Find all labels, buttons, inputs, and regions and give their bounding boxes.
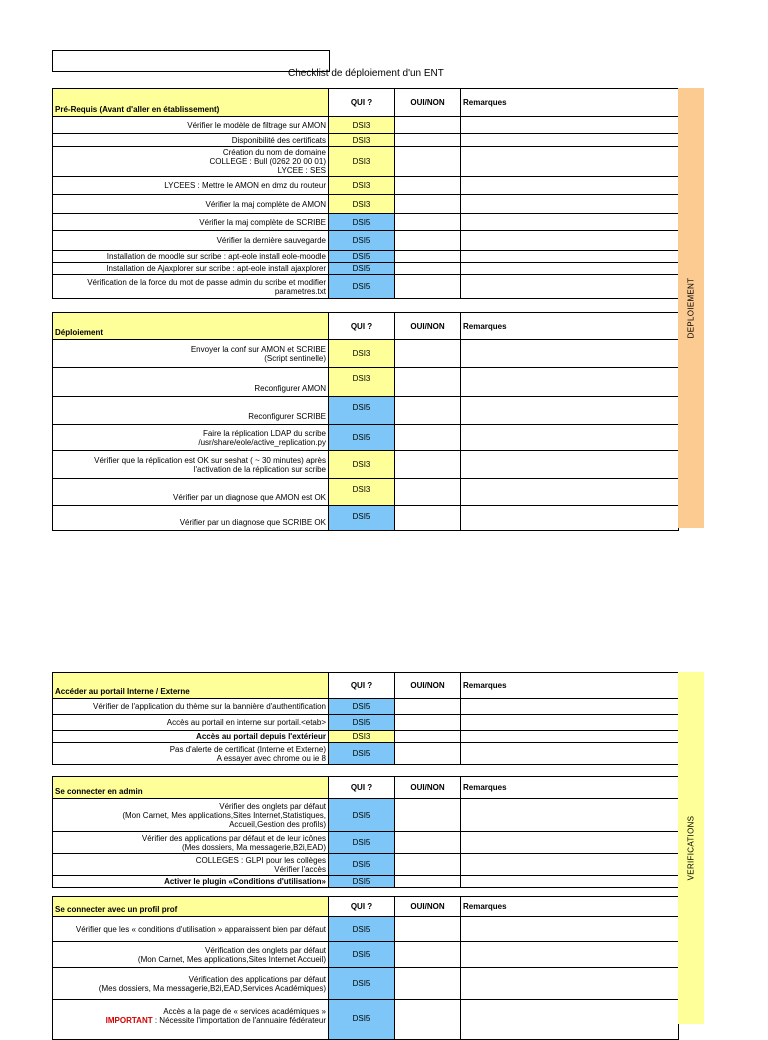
ouinon-cell[interactable]	[395, 397, 461, 425]
who-cell: DSI5	[329, 942, 395, 968]
who-cell: DSI5	[329, 876, 395, 888]
who-cell: DSI5	[329, 854, 395, 876]
task-cell: Vérifier le modèle de filtrage sur AMON	[53, 117, 329, 134]
table-header-row	[53, 897, 679, 917]
task-cell: Vérifier des onglets par défaut (Mon Carnet, Mes applications,Sites Internet,Statistiques, Accueil,Gestion des profils)	[53, 799, 329, 832]
table-row	[53, 917, 679, 942]
task-cell: Disponibilité des certificats	[53, 134, 329, 147]
deploiement-side-label: DEPLOIEMENT	[686, 277, 696, 339]
remarques-cell[interactable]	[461, 743, 679, 765]
task-cell: Vérifier que les « conditions d'utilisation » apparaissent bien par défaut	[53, 917, 329, 942]
table-row	[53, 699, 679, 715]
who-cell: DSI5	[329, 799, 395, 832]
remarques-cell[interactable]	[461, 251, 679, 263]
remarques-cell[interactable]	[461, 177, 679, 195]
col-ouinon: OUI/NON	[395, 673, 461, 699]
ouinon-cell[interactable]	[395, 917, 461, 942]
ouinon-cell[interactable]	[395, 117, 461, 134]
task-cell: Activer le plugin «Conditions d'utilisation»	[53, 876, 329, 888]
document-title: Checklist de déploiement d'un ENT	[288, 68, 444, 79]
ouinon-cell[interactable]	[395, 147, 461, 177]
table-row	[53, 451, 679, 479]
remarques-cell[interactable]	[461, 1000, 679, 1040]
remarques-cell[interactable]	[461, 715, 679, 731]
remarques-cell[interactable]	[461, 876, 679, 888]
remarques-cell[interactable]	[461, 195, 679, 214]
table-row	[53, 876, 679, 888]
who-cell: DSI5	[329, 231, 395, 251]
who-cell: DSI3	[329, 147, 395, 177]
important-text: : Nécessite l'importation de l'annuaire fédérateur	[152, 1016, 326, 1025]
ouinon-cell[interactable]	[395, 715, 461, 731]
ouinon-cell[interactable]	[395, 340, 461, 368]
who-cell: DSI5	[329, 832, 395, 854]
task-cell: Faire la réplication LDAP du scribe /usr/share/eole/active_replication.py	[53, 425, 329, 451]
task-cell: Vérifier des applications par défaut et de leur icônes (Mes dossiers, Ma messagerie,B2i,EAD)	[53, 832, 329, 854]
table-row	[53, 147, 679, 177]
who-cell: DSI5	[329, 263, 395, 275]
table-row	[53, 368, 679, 397]
ouinon-cell[interactable]	[395, 506, 461, 531]
col-remarques: Remarques	[461, 313, 679, 340]
remarques-cell[interactable]	[461, 263, 679, 275]
task-cell: Envoyer la conf sur AMON et SCRIBE (Script sentinelle)	[53, 340, 329, 368]
remarques-cell[interactable]	[461, 968, 679, 1000]
task-cell	[53, 1000, 329, 1040]
table-row	[53, 731, 679, 743]
col-ouinon: OUI/NON	[395, 777, 461, 799]
task-cell: Installation de moodle sur scribe : apt-eole install eole-moodle	[53, 251, 329, 263]
table-row	[53, 263, 679, 275]
who-cell: DSI3	[329, 479, 395, 506]
ouinon-cell[interactable]	[395, 251, 461, 263]
table-row	[53, 506, 679, 531]
who-cell: DSI5	[329, 715, 395, 731]
who-cell: DSI3	[329, 117, 395, 134]
prerequis-table	[52, 88, 679, 299]
section-title: Déploiement	[53, 313, 329, 340]
remarques-cell[interactable]	[461, 147, 679, 177]
col-qui: QUI ?	[329, 89, 395, 117]
who-cell: DSI3	[329, 177, 395, 195]
table-row	[53, 479, 679, 506]
ouinon-cell[interactable]	[395, 876, 461, 888]
task-cell: Vérifier de l'application du thème sur la bannière d'authentification	[53, 699, 329, 715]
remarques-cell[interactable]	[461, 917, 679, 942]
ouinon-cell[interactable]	[395, 799, 461, 832]
ouinon-cell[interactable]	[395, 275, 461, 299]
remarques-cell[interactable]	[461, 479, 679, 506]
table-row	[53, 134, 679, 147]
task-cell: Pas d'alerte de certificat (Interne et Externe) A essayer avec chrome ou ie 8	[53, 743, 329, 765]
who-cell: DSI5	[329, 251, 395, 263]
task-text: Accès a la page de « services académiques »	[163, 1007, 326, 1016]
remarques-cell[interactable]	[461, 832, 679, 854]
who-cell: DSI5	[329, 699, 395, 715]
table-header-row	[53, 313, 679, 340]
table-header-row	[53, 673, 679, 699]
task-cell: LYCEES : Mettre le AMON en dmz du routeur	[53, 177, 329, 195]
task-cell: Vérification des applications par défaut (Mes dossiers, Ma messagerie,B2i,EAD,Services Académiques)	[53, 968, 329, 1000]
table-row	[53, 799, 679, 832]
table-row	[53, 231, 679, 251]
remarques-cell[interactable]	[461, 699, 679, 715]
ouinon-cell[interactable]	[395, 231, 461, 251]
col-remarques: Remarques	[461, 777, 679, 799]
verifications-side-band	[678, 672, 704, 1024]
table-row	[53, 832, 679, 854]
who-cell: DSI3	[329, 731, 395, 743]
task-cell: Accès au portail depuis l'extérieur	[53, 731, 329, 743]
ouinon-cell[interactable]	[395, 854, 461, 876]
table-row	[53, 1000, 679, 1040]
important-label: IMPORTANT	[105, 1016, 153, 1025]
col-qui: QUI ?	[329, 313, 395, 340]
ouinon-cell[interactable]	[395, 177, 461, 195]
portail-table	[52, 672, 679, 765]
who-cell: DSI3	[329, 134, 395, 147]
task-cell: Vérifier la maj complète de SCRIBE	[53, 214, 329, 231]
task-cell: Création du nom de domaine COLLEGE : Bull (0262 20 00 01) LYCEE : SES	[53, 147, 329, 177]
col-qui: QUI ?	[329, 777, 395, 799]
task-cell: Reconfigurer SCRIBE	[53, 397, 329, 425]
who-cell: DSI3	[329, 368, 395, 397]
table-row	[53, 743, 679, 765]
ouinon-cell[interactable]	[395, 743, 461, 765]
table-row	[53, 715, 679, 731]
admin-table	[52, 776, 679, 888]
task-cell: COLLEGES : GLPI pour les collèges Vérifier l'accès	[53, 854, 329, 876]
prof-table	[52, 896, 679, 1040]
task-cell: Vérifier la maj complète de AMON	[53, 195, 329, 214]
who-cell: DSI5	[329, 506, 395, 531]
table-row	[53, 275, 679, 299]
col-ouinon: OUI/NON	[395, 89, 461, 117]
remarques-cell[interactable]	[461, 451, 679, 479]
table-row	[53, 425, 679, 451]
who-cell: DSI3	[329, 451, 395, 479]
table-row	[53, 942, 679, 968]
table-row	[53, 195, 679, 214]
col-remarques: Remarques	[461, 897, 679, 917]
who-cell: DSI5	[329, 968, 395, 1000]
section-title: Se connecter en admin	[53, 777, 329, 799]
remarques-cell[interactable]	[461, 731, 679, 743]
who-cell: DSI3	[329, 340, 395, 368]
ouinon-cell[interactable]	[395, 479, 461, 506]
ouinon-cell[interactable]	[395, 425, 461, 451]
who-cell: DSI5	[329, 425, 395, 451]
col-qui: QUI ?	[329, 897, 395, 917]
who-cell: DSI5	[329, 917, 395, 942]
task-cell: Reconfigurer AMON	[53, 368, 329, 397]
table-header-row	[53, 89, 679, 117]
task-cell: Installation de Ajaxplorer sur scribe : apt-eole install ajaxplorer	[53, 263, 329, 275]
deploiement-table	[52, 312, 679, 531]
remarques-cell[interactable]	[461, 799, 679, 832]
who-cell: DSI5	[329, 214, 395, 231]
ouinon-cell[interactable]	[395, 195, 461, 214]
col-remarques: Remarques	[461, 89, 679, 117]
table-row	[53, 251, 679, 263]
deploiement-side-band	[678, 88, 704, 528]
table-row	[53, 340, 679, 368]
remarques-cell[interactable]	[461, 942, 679, 968]
table-row	[53, 177, 679, 195]
task-cell: Vérification des onglets par défaut (Mon Carnet, Mes applications,Sites Internet Accueil)	[53, 942, 329, 968]
ouinon-cell[interactable]	[395, 1000, 461, 1040]
remarques-cell[interactable]	[461, 340, 679, 368]
remarques-cell[interactable]	[461, 134, 679, 147]
ouinon-cell[interactable]	[395, 731, 461, 743]
col-ouinon: OUI/NON	[395, 313, 461, 340]
task-cell: Vérifier par un diagnose que AMON est OK	[53, 479, 329, 506]
table-header-row	[53, 777, 679, 799]
ouinon-cell[interactable]	[395, 263, 461, 275]
remarques-cell[interactable]	[461, 117, 679, 134]
verifications-side-label: VERIFICATIONS	[686, 815, 696, 881]
ouinon-cell[interactable]	[395, 699, 461, 715]
who-cell: DSI5	[329, 275, 395, 299]
remarques-cell[interactable]	[461, 397, 679, 425]
section-title: Accéder au portail Interne / Externe	[53, 673, 329, 699]
section-title: Pré-Requis (Avant d'aller en établissement)	[53, 89, 329, 117]
table-row	[53, 968, 679, 1000]
ouinon-cell[interactable]	[395, 134, 461, 147]
table-row	[53, 854, 679, 876]
who-cell: DSI3	[329, 195, 395, 214]
task-cell: Vérifier la dernière sauvegarde	[53, 231, 329, 251]
ouinon-cell[interactable]	[395, 214, 461, 231]
who-cell: DSI5	[329, 1000, 395, 1040]
ouinon-cell[interactable]	[395, 832, 461, 854]
col-qui: QUI ?	[329, 673, 395, 699]
task-cell: Vérification de la force du mot de passe admin du scribe et modifier parametres.txt	[53, 275, 329, 299]
task-cell: Accès au portail en interne sur portail.<etab>	[53, 715, 329, 731]
remarques-cell[interactable]	[461, 368, 679, 397]
remarques-cell[interactable]	[461, 506, 679, 531]
ouinon-cell[interactable]	[395, 968, 461, 1000]
who-cell: DSI5	[329, 397, 395, 425]
section-title: Se connecter avec un profil prof	[53, 897, 329, 917]
remarques-cell[interactable]	[461, 231, 679, 251]
ouinon-cell[interactable]	[395, 942, 461, 968]
col-remarques: Remarques	[461, 673, 679, 699]
remarques-cell[interactable]	[461, 854, 679, 876]
remarques-cell[interactable]	[461, 275, 679, 299]
table-row	[53, 214, 679, 231]
remarques-cell[interactable]	[461, 425, 679, 451]
who-cell: DSI5	[329, 743, 395, 765]
task-cell: Vérifier que la réplication est OK sur seshat ( ~ 30 minutes) après l'activation de la réplication sur scribe	[53, 451, 329, 479]
ouinon-cell[interactable]	[395, 368, 461, 397]
remarques-cell[interactable]	[461, 214, 679, 231]
table-row	[53, 397, 679, 425]
col-ouinon: OUI/NON	[395, 897, 461, 917]
ouinon-cell[interactable]	[395, 451, 461, 479]
task-cell: Vérifier par un diagnose que SCRIBE OK	[53, 506, 329, 531]
table-row	[53, 117, 679, 134]
